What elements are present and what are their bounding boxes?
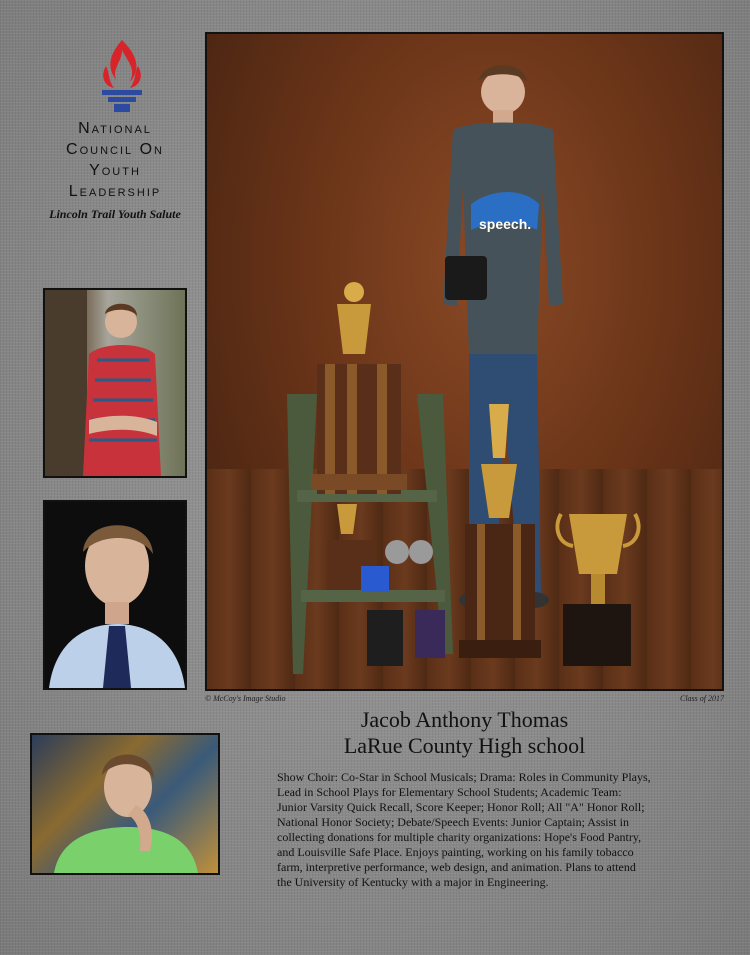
student-bio: Show Choir: Co-Star in School Musicals; Drama: Roles in Community Plays, Lead in School Plays for Elementary School Students; Academic Team: Junior Varsity Quick Recall, Score Keeper; Honor Roll; All "A" Honor Roll; National Honor Society; Debate/Speech Events: Junior Captain; Assist in collecting donations for multiple charity organizations: Hope's Food Pantry, and Louisville Safe Place. Enjoys painting, working on his family tobacco farm, interpretive performance, web design, and animation. Plans to attend the University of Kentucky with a major in Engineering.	[277, 770, 651, 889]
outdoor-portrait-photo	[43, 288, 187, 478]
org-title-line: Leadership	[68, 183, 162, 200]
organization-title	[30, 118, 200, 202]
outdoor-portrait-illustration	[45, 290, 185, 476]
class-year: Class of 2017	[679, 694, 724, 703]
art-portrait-photo	[30, 733, 220, 875]
shirt-text: speech.	[479, 216, 532, 232]
art-portrait-illustration	[32, 735, 218, 873]
org-title-line: Council On	[66, 141, 164, 158]
formal-portrait-photo	[43, 500, 187, 690]
main-portrait-photo	[205, 32, 724, 691]
org-title-line: National	[78, 120, 152, 137]
org-title-line: Youth	[89, 162, 141, 179]
student-with-trophies-illustration	[207, 34, 722, 689]
torch-flame-icon	[92, 36, 152, 114]
student-school: LaRue County High school	[343, 733, 586, 758]
formal-portrait-illustration	[45, 502, 185, 688]
studio-credit: © McCoy's Image Studio	[205, 694, 286, 703]
student-name: Jacob Anthony Thomas	[360, 707, 569, 732]
organization-subtitle: Lincoln Trail Youth Salute	[49, 207, 181, 221]
